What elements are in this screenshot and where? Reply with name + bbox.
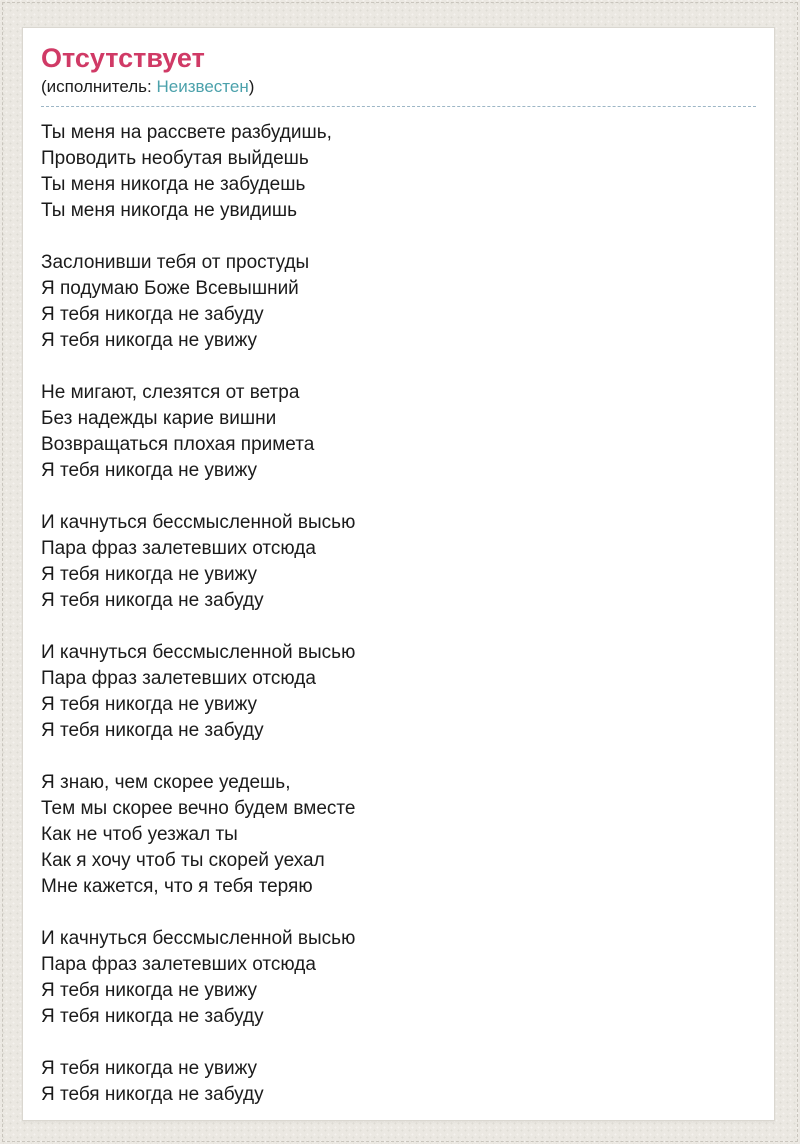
stanza [41, 250, 756, 354]
lyrics [41, 120, 756, 1108]
lyric-line: И качнуться бессмысленной высью [41, 642, 356, 664]
lyric-line: Мне кажется, что я тебя теряю [41, 876, 313, 898]
lyric-line: Я тебя никогда не увижу [41, 980, 258, 1002]
artist-label-prefix: (исполнитель: [41, 77, 157, 97]
artist-line [41, 77, 756, 107]
lyric-line: Я тебя никогда не забуду [41, 304, 264, 326]
stanza [41, 926, 756, 1030]
lyric-line: Я подумаю Боже Всевышний [41, 278, 299, 300]
lyric-line: Не мигают, слезятся от ветра [41, 382, 300, 404]
lyric-line: Пара фраз залетевших отсюда [41, 954, 316, 976]
lyric-line: Я тебя никогда не увижу [41, 460, 258, 482]
artist-label-suffix: ) [248, 77, 255, 97]
stanza [41, 380, 756, 484]
lyric-line: Я тебя никогда не забуду [41, 720, 264, 742]
artist-link[interactable]: Неизвестен [156, 77, 249, 97]
lyric-line: Я тебя никогда не увижу [41, 564, 258, 586]
song-title: Отсутствует [41, 43, 205, 73]
lyric-line: Заслонивши тебя от простуды [41, 252, 310, 274]
lyric-line: Тем мы скорее вечно будем вместе [41, 798, 356, 820]
lyric-line: Возвращаться плохая примета [41, 434, 315, 456]
stanza [41, 640, 756, 744]
lyric-line: И качнуться бессмысленной высью [41, 512, 356, 534]
stanza [41, 120, 756, 224]
lyric-line: Пара фраз залетевших отсюда [41, 668, 316, 690]
lyric-line: Проводить необутая выйдешь [41, 148, 309, 170]
lyric-line: Я тебя никогда не забуду [41, 590, 264, 612]
lyric-line: Ты меня никогда не увидишь [41, 200, 297, 222]
lyric-line: Я тебя никогда не увижу [41, 1058, 258, 1080]
stanza [41, 1056, 756, 1108]
lyric-line: Я знаю, чем скорее уедешь, [41, 772, 291, 794]
lyric-line: Я тебя никогда не забуду [41, 1006, 264, 1028]
lyric-line: Я тебя никогда не забуду [41, 1084, 264, 1106]
lyric-line: Как не чтоб уезжал ты [41, 824, 238, 846]
lyric-line: Ты меня на рассвете разбудишь, [41, 122, 332, 144]
lyric-line: Ты меня никогда не забудешь [41, 174, 306, 196]
lyric-line: Я тебя никогда не увижу [41, 330, 258, 352]
lyric-line: Как я хочу чтоб ты скорей уехал [41, 850, 325, 872]
lyrics-card [22, 27, 775, 1121]
lyric-line: Пара фраз залетевших отсюда [41, 538, 316, 560]
lyric-line: Я тебя никогда не увижу [41, 694, 258, 716]
lyric-line: И качнуться бессмысленной высью [41, 928, 356, 950]
lyric-line: Без надежды карие вишни [41, 408, 277, 430]
stanza [41, 770, 756, 900]
stanza [41, 510, 756, 614]
